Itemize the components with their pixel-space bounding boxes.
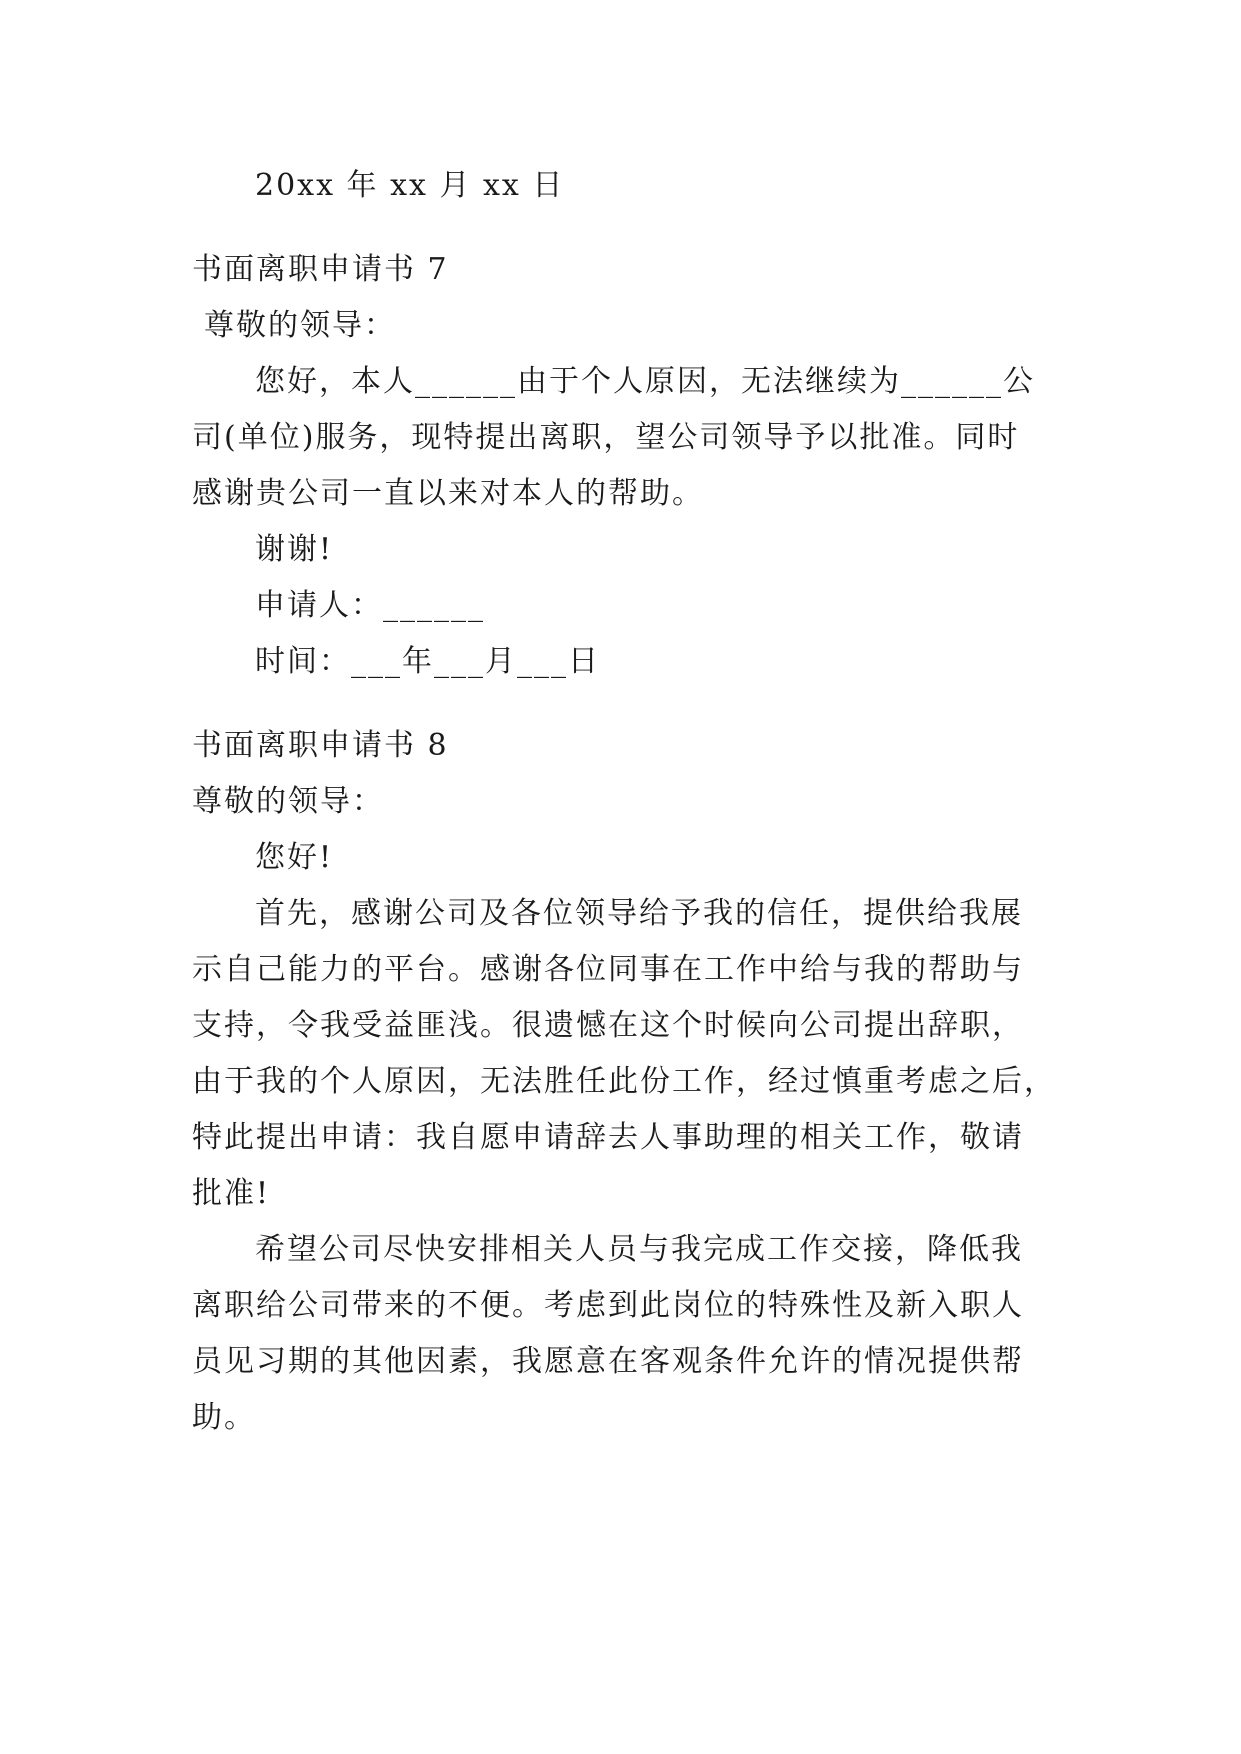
letter8-para1-line: 首先，感谢公司及各位领导给予我的信任，提供给我展 (255, 896, 1023, 931)
letter7-body-line: 感谢贵公司一直以来对本人的帮助。 (192, 476, 704, 511)
letter7-title: 书面离职申请书 7 (192, 252, 449, 287)
letter8-salutation: 尊敬的领导： (192, 784, 384, 819)
letter8-para1-line: 特此提出申请：我自愿申请辞去人事助理的相关工作，敬请 (192, 1120, 1024, 1155)
letter8-para2-line: 员见习期的其他因素，我愿意在客观条件允许的情况提供帮 (192, 1344, 1024, 1379)
letter8-para2-line: 希望公司尽快安排相关人员与我完成工作交接，降低我 (255, 1232, 1023, 1267)
letter8-para2-line: 助。 (192, 1400, 256, 1435)
letter7-body-line: 司(单位)服务，现特提出离职，望公司领导予以批准。同时 (192, 420, 1020, 455)
letter7-thanks: 谢谢! (255, 532, 334, 567)
letter7-body-line: 您好，本人______由于个人原因，无法继续为______公 (255, 364, 1035, 399)
letter7-salutation: 尊敬的领导： (204, 308, 396, 343)
letter8-para1-line: 示自己能力的平台。感谢各位同事在工作中给与我的帮助与 (192, 952, 1024, 987)
top-date: 20xx 年 xx 月 xx 日 (255, 168, 565, 203)
letter7-applicant: 申请人：______ (255, 588, 485, 623)
letter8-para2-line: 离职给公司带来的不便。考虑到此岗位的特殊性及新入职人 (192, 1288, 1024, 1323)
letter8-para1-line: 支持，令我受益匪浅。很遗憾在这个时候向公司提出辞职， (192, 1008, 1024, 1043)
letter7-time: 时间：___年___月___日 (255, 644, 600, 679)
letter8-para1-line: 由于我的个人原因，无法胜任此份工作，经过慎重考虑之后， (192, 1064, 1056, 1099)
letter8-para1-line: 批准! (192, 1176, 271, 1211)
letter8-greeting: 您好! (255, 840, 334, 875)
letter8-title: 书面离职申请书 8 (192, 728, 449, 763)
